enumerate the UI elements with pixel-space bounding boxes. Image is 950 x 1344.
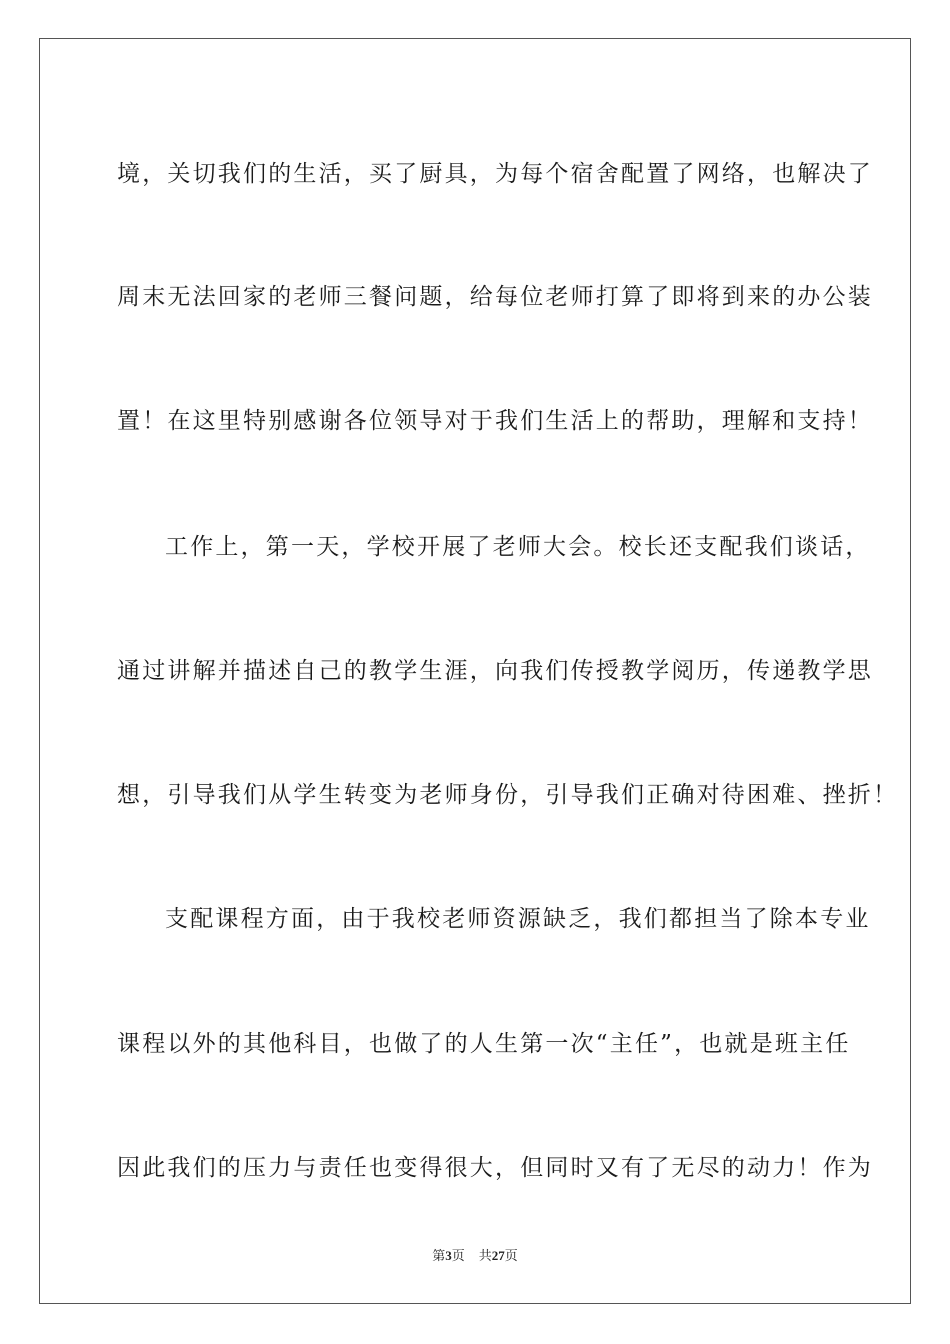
total-page-count: 27 <box>491 1248 505 1263</box>
text-line-2: 周末无法回家的老师三餐问题，给每位老师打算了即将到来的办公装 <box>117 284 873 310</box>
text-line-6: 想，引导我们从学生转变为老师身份，引导我们正确对待困难、挫折！ <box>117 782 899 808</box>
text-line-4-paragraph-start: 工作上，第一天，学校开展了老师大会。校长还支配我们谈话， <box>165 534 871 560</box>
text-line-3: 置！在这里特别感谢各位领导对于我们生活上的帮助，理解和支持！ <box>117 408 873 434</box>
page-footer <box>0 1247 950 1266</box>
total-label-suffix: 页 <box>504 1249 518 1264</box>
current-page-number: 3 <box>445 1248 452 1263</box>
text-line-5: 通过讲解并描述自己的教学生涯，向我们传授教学阅历，传递教学思 <box>117 658 873 684</box>
text-line-1: 境，关切我们的生活，买了厨具，为每个宿舍配置了网络，也解决了 <box>117 161 873 187</box>
text-line-9: 因此我们的压力与责任也变得很大，但同时又有了无尽的动力！作为 <box>117 1155 873 1181</box>
total-label-prefix: 共 <box>478 1249 492 1264</box>
page-label-suffix: 页 <box>451 1249 465 1264</box>
page-label-prefix: 第 <box>432 1249 446 1264</box>
text-line-7-paragraph-start: 支配课程方面，由于我校老师资源缺乏，我们都担当了除本专业 <box>165 906 871 932</box>
text-line-8: 课程以外的其他科目，也做了的人生第一次“主任”，也就是班主任 <box>117 1031 851 1057</box>
